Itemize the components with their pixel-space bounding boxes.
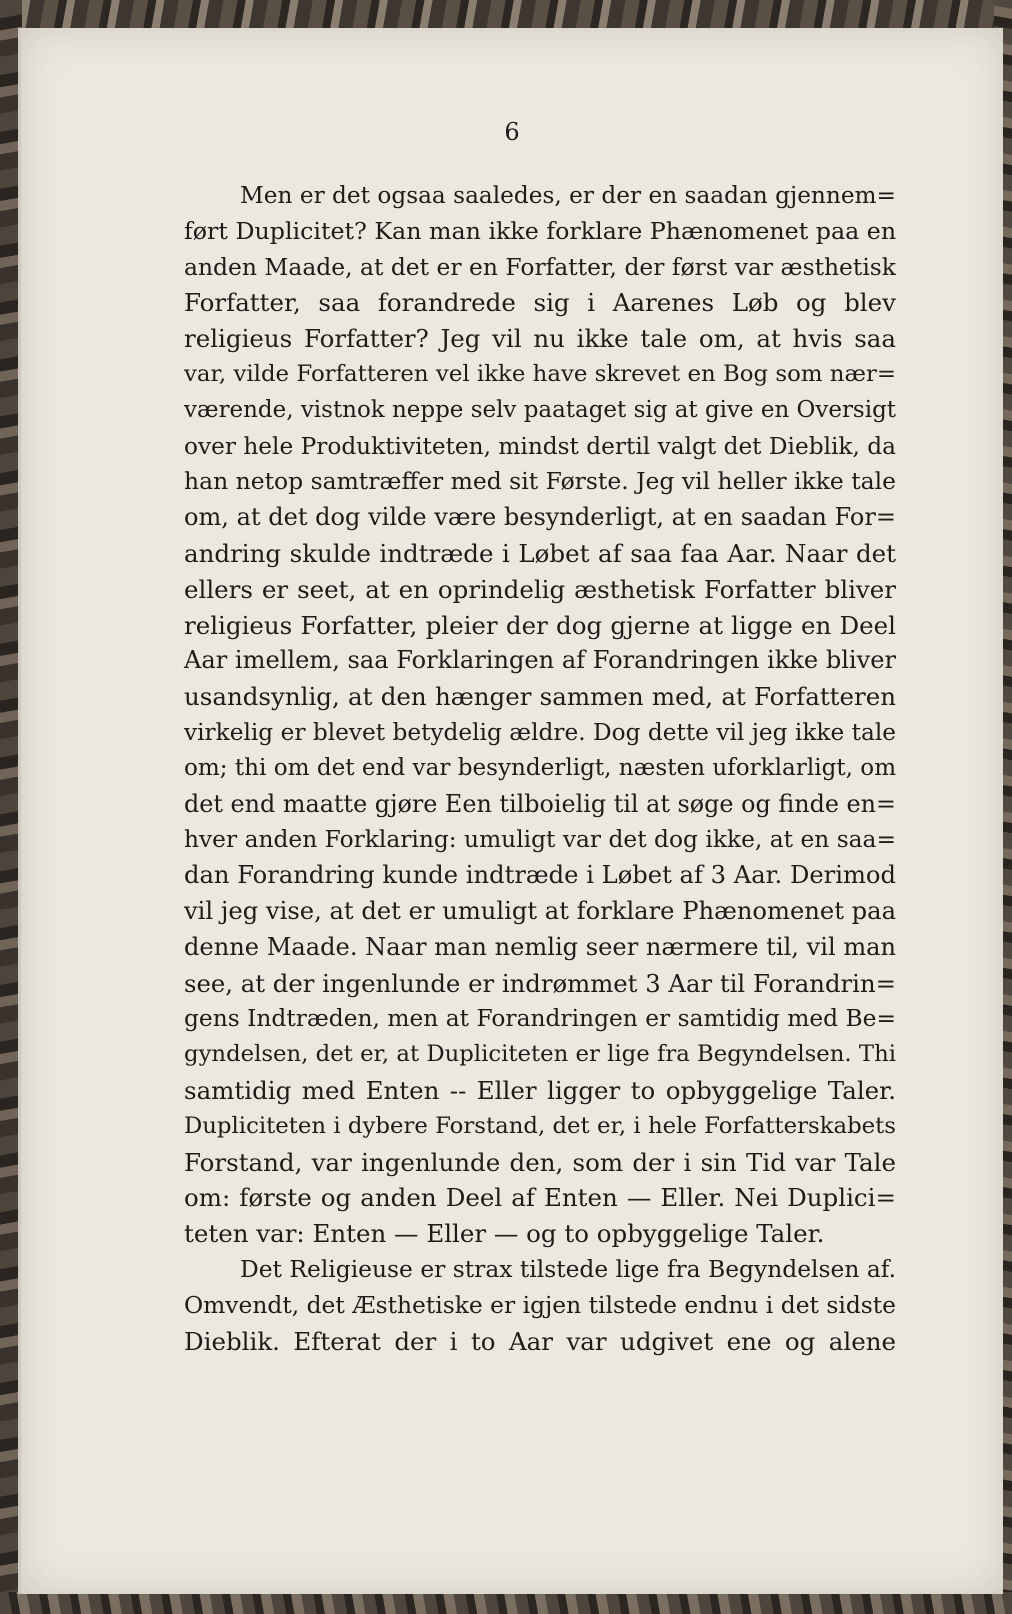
text-line: hver anden Forklaring: umuligt var det dog ikke, at en saa= (184, 826, 896, 854)
text-line: vil jeg vise, at det er umuligt at forklare Phænomenet paa (184, 896, 896, 925)
text-line: værende, vistnok neppe selv paataget sig at give en Oversigt (184, 396, 896, 423)
text-line: ført Duplicitet? Kan man ikke forklare Phænomenet paa en (184, 216, 897, 245)
text-line: Omvendt, det Æsthetiske er igjen tilstede endnu i det sidste (184, 1290, 896, 1319)
text-line: Dieblik. Efterat der i to Aar var udgivet ene og alene (184, 1326, 896, 1356)
text-line: dan Forandring kunde indtræde i Løbet af 3 Aar. Derimod (184, 861, 896, 890)
text-line: andring skulde indtræde i Løbet af saa faa Aar. Naar det (184, 538, 896, 568)
text-line: om, at det dog vilde være besynderligt, at en saadan For= (184, 503, 896, 532)
text-line: det end maatte gjøre Een tilboielig til at søge og finde en= (184, 789, 896, 818)
text-line: om; thi om det end var besynderligt, næsten uforklarligt, om (184, 754, 897, 781)
text-line: Men er det ogsaa saaledes, er der en saadan gjennem= (240, 182, 896, 209)
page-number: 6 (504, 118, 520, 146)
text-line: Det Religieuse er strax tilstede lige fra Begyndelsen af. (240, 1254, 896, 1283)
text-line: religieus Forfatter? Jeg vil nu ikke tale om, at hvis saa (184, 324, 896, 354)
text-line: Forstand, var ingenlunde den, som der i sin Tid var Tale (184, 1147, 896, 1177)
text-line: usandsynlig, at den hænger sammen med, at Forfatteren (184, 682, 896, 712)
text-line: om: første og anden Deel af Enten — Eller. Nei Duplici= (184, 1183, 896, 1213)
text-line: virkelig er blevet betydelig ældre. Dog dette vil jeg ikke tale (184, 718, 896, 746)
text-line: see, at der ingenlunde er indrømmet 3 Aar til Forandrin= (184, 968, 896, 998)
text-line: Forfatter, saa forandrede sig i Aarenes Løb og blev (184, 288, 896, 318)
text-line: var, vilde Forfatteren vel ikke have skrevet en Bog som nær= (184, 360, 896, 387)
page-body-text (184, 178, 896, 1359)
text-line: han netop samtræffer med sit Første. Jeg vil heller ikke tale (184, 467, 896, 496)
text-line: gens Indtræden, men at Forandringen er samtidig med Be= (184, 1004, 896, 1033)
book-cover-bottom-edge (0, 1592, 1012, 1614)
text-line: over hele Produktiviteten, mindst dertil valgt det Dieblik, da (184, 432, 896, 460)
text-line: anden Maade, at det er en Forfatter, der først var æsthetisk (184, 252, 896, 281)
book-page (18, 28, 1003, 1594)
text-line: denne Maade. Naar man nemlig seer nærmere til, vil man (184, 932, 897, 961)
text-line: Aar imellem, saa Forklaringen af Forandringen ikke bliver (184, 646, 896, 675)
text-line: samtidig med Enten -- Eller ligger to opbyggelige Taler. (184, 1075, 896, 1105)
text-line: ellers er seet, at en oprindelig æsthetisk Forfatter bliver (184, 574, 896, 604)
text-line: Dupliciteten i dybere Forstand, det er, i hele Forfatterskabets (184, 1112, 896, 1139)
text-line: teten var: Enten — Eller — og to opbyggelige Taler. (184, 1219, 825, 1249)
text-line: religieus Forfatter, pleier der dog gjerne at ligge en Deel (184, 610, 896, 640)
text-line: gyndelsen, det er, at Dupliciteten er lige fra Begyndelsen. Thi (184, 1041, 896, 1068)
